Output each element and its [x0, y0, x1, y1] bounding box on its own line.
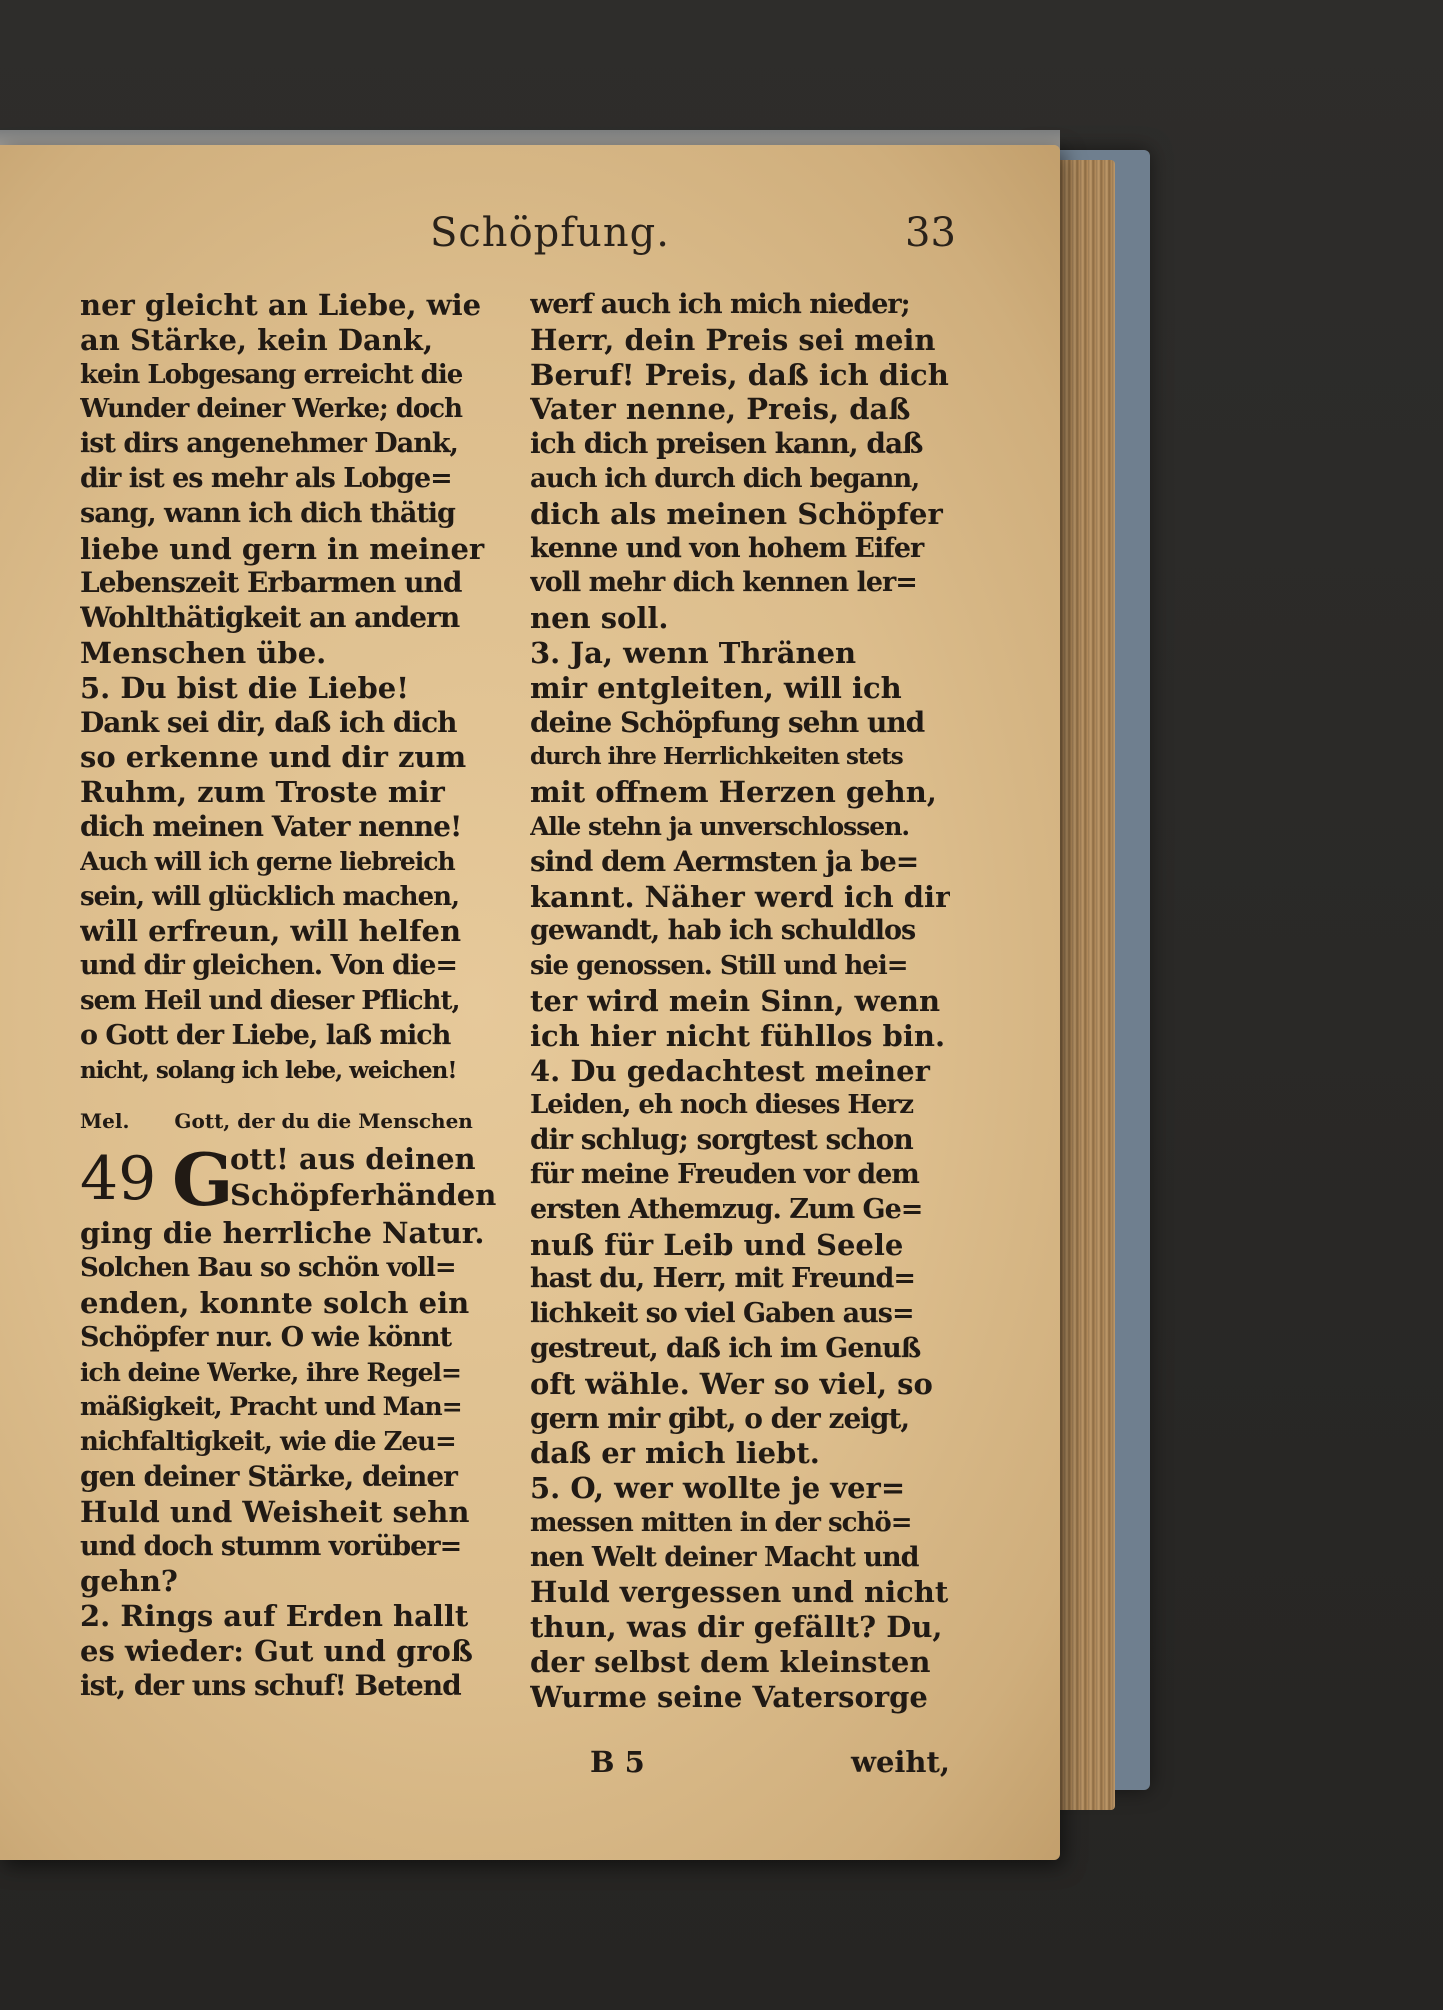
text-line: oft wähle. Wer so viel, so	[530, 1366, 933, 1401]
text-line: mit offnem Herzen gehn,	[530, 775, 937, 810]
text-line: Herr, dein Preis sei mein	[530, 322, 936, 357]
text-line: mäßigkeit, Pracht und Man=	[80, 1392, 462, 1422]
text-line: Menschen übe.	[80, 635, 327, 670]
text-line: mir entgleiten, will ich	[530, 670, 902, 705]
text-line: enden, konnte solch ein	[80, 1285, 470, 1320]
melody-label: Mel.	[80, 1109, 130, 1134]
signature-mark: B 5	[590, 1745, 645, 1779]
text-line: Wunder deiner Werke; doch	[80, 394, 462, 425]
right-column	[530, 288, 950, 1715]
text-line: es wieder: Gut und groß	[80, 1633, 473, 1668]
hymn-heading	[80, 1137, 497, 1223]
text-line: sang, wann ich dich thätig	[80, 497, 455, 529]
text-line: dich meinen Vater nenne!	[80, 809, 462, 843]
hymn-number: 49	[80, 1144, 157, 1215]
text-line: lichkeit so viel Gaben aus=	[530, 1298, 914, 1330]
page-title: Schöpfung.	[430, 210, 670, 256]
text-line: für meine Freuden vor dem	[530, 1158, 919, 1190]
text-line: will erfreun, will helfen	[80, 914, 462, 949]
text-line: sein, will glücklich machen,	[80, 881, 460, 912]
text-line: ner gleicht an Liebe, wie	[80, 288, 482, 322]
text-line: Lebenszeit Erbarmen und	[80, 566, 462, 600]
text-line: durch ihre Herrlichkeiten stets	[530, 743, 903, 771]
text-line: ist, der uns schuf! Betend	[80, 1668, 461, 1702]
text-line: Schöpfer nur. O wie könnt	[80, 1321, 452, 1353]
text-line: 5. O, wer wollte je ver=	[530, 1471, 906, 1506]
page-footer	[530, 1745, 950, 1785]
running-head	[0, 210, 1060, 270]
text-line: daß er mich liebt.	[530, 1436, 820, 1471]
text-line: werf auch ich mich nieder;	[530, 289, 910, 320]
text-line: sie genossen. Still und hei=	[530, 951, 908, 982]
text-line: 3. Ja, wenn Thränen	[530, 635, 857, 670]
left-column	[80, 288, 497, 1703]
text-line: 2. Rings auf Erden hallt	[80, 1599, 469, 1634]
text-line: an Stärke, kein Dank,	[80, 322, 434, 357]
text-line: ich hier nicht fühllos bin.	[530, 1018, 946, 1053]
text-line: Leiden, eh noch dieses Herz	[530, 1090, 913, 1121]
text-line: hast du, Herr, mit Freund=	[530, 1263, 916, 1295]
text-line: ich deine Werke, ihre Regel=	[80, 1357, 461, 1387]
text-line: voll mehr dich kennen ler=	[530, 567, 917, 599]
text-line: sind dem Aermsten ja be=	[530, 844, 919, 878]
text-line: so erkenne und dir zum	[80, 740, 467, 775]
hymn-second-line: Schöpferhänden	[230, 1178, 497, 1213]
text-line: messen mitten in der schö=	[530, 1507, 912, 1538]
melody-title: Gott, der du die Menschen	[174, 1109, 473, 1134]
text-line: gewandt, hab ich schuldlos	[530, 915, 916, 947]
text-line: kannt. Näher werd ich dir	[530, 879, 950, 914]
text-line: Huld vergessen und nicht	[530, 1575, 949, 1610]
text-line: deine Schöpfung sehn und	[530, 705, 925, 739]
text-line: ich dich preisen kann, daß	[530, 427, 923, 461]
text-line: dir ist es mehr als Lobge=	[80, 462, 452, 494]
text-line: auch ich durch dich begann,	[530, 463, 920, 494]
text-line: o Gott der Liebe, laß mich	[80, 1019, 451, 1051]
melody-indication	[80, 1106, 490, 1136]
left-text-block	[80, 288, 490, 1088]
text-line: sem Heil und dieser Pflicht,	[80, 985, 460, 1016]
drop-capital: G	[172, 1137, 234, 1223]
hymn-text-block	[80, 1216, 490, 1703]
text-line: Ruhm, zum Troste mir	[80, 775, 445, 810]
text-line: nuß für Leib und Seele	[530, 1227, 904, 1262]
text-line: Beruf! Preis, daß ich dich	[530, 357, 949, 392]
text-line: Auch will ich gerne liebreich	[80, 846, 455, 876]
right-text-block	[530, 288, 950, 1715]
text-line: und doch stumm vorüber=	[80, 1530, 462, 1562]
text-line: Vater nenne, Preis, daß	[530, 392, 911, 427]
page-number: 33	[905, 210, 956, 256]
text-line: nichfaltigkeit, wie die Zeu=	[80, 1427, 456, 1458]
text-line: der selbst dem kleinsten	[530, 1645, 931, 1680]
text-line: ter wird mein Sinn, wenn	[530, 983, 941, 1018]
text-line: liebe und gern in meiner	[80, 531, 485, 566]
text-line: Wurme seine Vatersorge	[530, 1679, 928, 1714]
text-line: gestreut, daß ich im Genuß	[530, 1332, 921, 1364]
text-line: ist dirs angenehmer Dank,	[80, 428, 458, 460]
text-line: kenne und von hohem Eifer	[530, 532, 924, 564]
text-line: thun, was dir gefällt? Du,	[530, 1610, 943, 1645]
catchword: weiht,	[850, 1745, 950, 1779]
text-line: ersten Athemzug. Zum Ge=	[530, 1193, 923, 1225]
text-line: Alle stehn ja unverschlossen.	[530, 811, 910, 841]
text-line: nen Welt deiner Macht und	[530, 1541, 919, 1573]
text-line: und dir gleichen. Von die=	[80, 950, 457, 982]
text-line: Huld und Weisheit sehn	[80, 1494, 470, 1529]
text-line: 5. Du bist die Liebe!	[80, 670, 409, 705]
text-line: Wohlthätigkeit an andern	[80, 601, 460, 635]
text-line: dir schlug; sorgtest schon	[530, 1123, 913, 1157]
text-line: gern mir gibt, o der zeigt,	[530, 1401, 910, 1435]
text-line: nen soll.	[530, 601, 669, 636]
text-line: kein Lobgesang erreicht die	[80, 359, 463, 390]
text-line: nicht, solang ich lebe, weichen!	[80, 1056, 457, 1084]
text-line: dich als meinen Schöpfer	[530, 496, 943, 531]
hymn-first-line: ott! aus deinen	[230, 1142, 476, 1177]
text-line: gen deiner Stärke, deiner	[80, 1459, 457, 1493]
text-line: ging die herrliche Natur.	[80, 1216, 485, 1251]
text-line: Dank sei dir, daß ich dich	[80, 705, 457, 739]
text-line: gehn?	[80, 1564, 178, 1599]
text-line: Solchen Bau so schön voll=	[80, 1253, 456, 1284]
text-line: 4. Du gedachtest meiner	[530, 1053, 930, 1088]
